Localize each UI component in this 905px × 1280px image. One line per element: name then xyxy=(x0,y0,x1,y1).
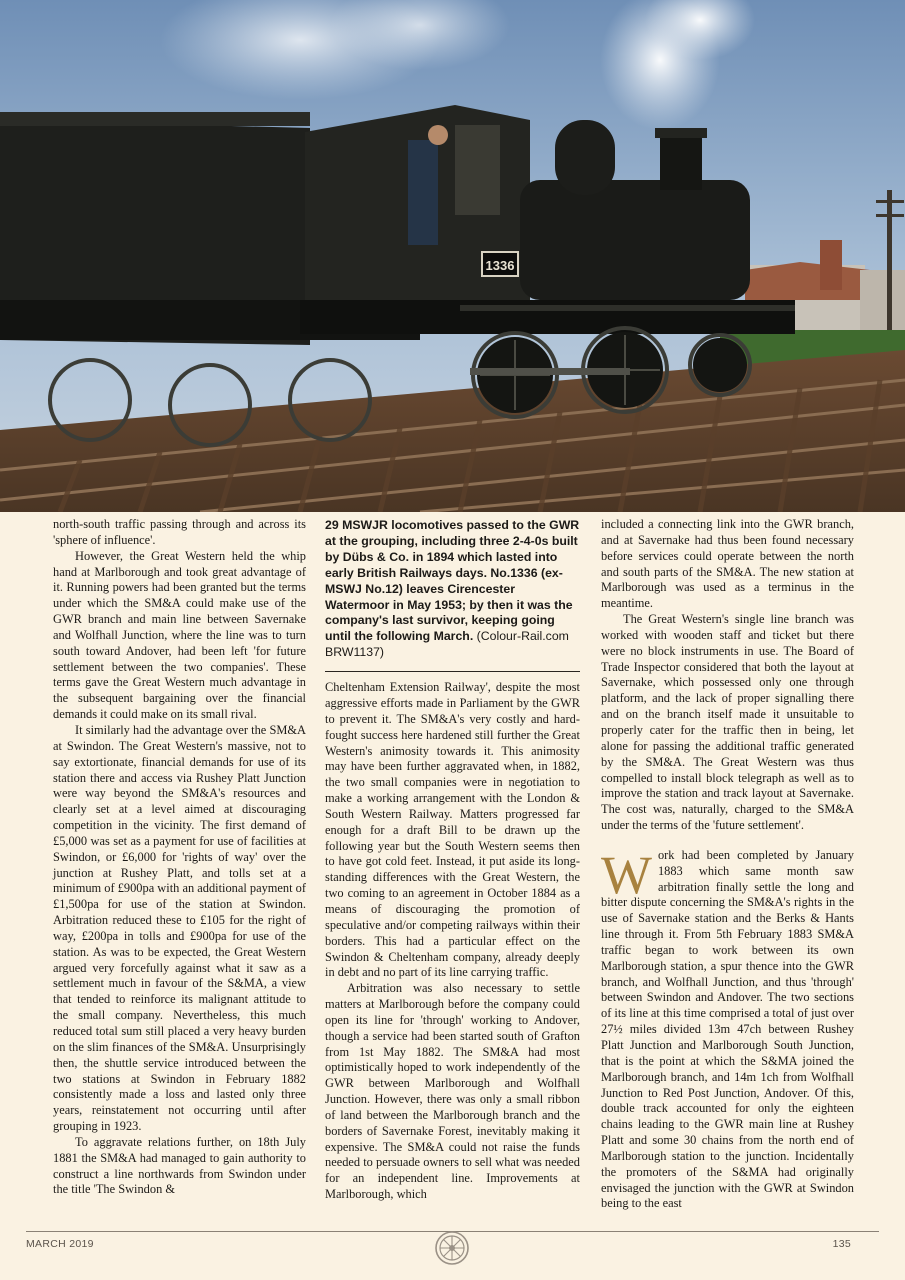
paragraph: The Great Western's single line branch was worked with wooden staff and ticket but there were no block instruments in use. The Board of Trade Inspector considered that both the layout at Savernake, which possessed only one through platform, and the lack of proper signalling there and on the branch itself made it unsuitable to properly cater for the traffic then in being, let alone for passing the additional traffic generated by the SM&A. The Great Western was thus compelled to install block telegraph as well as to improve the station and track layout at Savernake. The cost was, naturally, charged to the SM&A under the terms of the 'future settlement'. xyxy=(601,612,854,833)
drop-cap: W xyxy=(601,844,652,905)
dropcap-paragraph xyxy=(601,844,854,1212)
page-number: 135 xyxy=(832,1238,851,1250)
caption-divider xyxy=(325,671,580,672)
article-column-2 xyxy=(325,517,580,1203)
paragraph: north-south traffic passing through and across its 'sphere of influence'. xyxy=(53,517,306,547)
loco-number-plate: 1336 xyxy=(485,258,515,273)
paragraph-text: ork had been completed by January 1883 which same month saw arbitration finally settle the long and bitter dispute concerning the SM&A's rights in the use of Savernake station and the Berks & Hants line through it. From 5th February 1883 SM&A traffic began to work between its own Marlborough station, a spur thence into the GWR branch, and Wolfhall Junction, and thus 'through' between Swindon and Andover. The two sections of its line at this time comprised a total of just over 27½ miles divided 13m 47ch between Rushey Platt Junction and Marlborough South Junction, that is the point at which the S&MA joined the Marlborough branch, and 14m 1ch from Wolfhall Junction to Red Post Junction, Andover. Of this, double track accounted for only the eighteen chains leading to the GWR main line at Rushey Platt and some 30 chains from the north end of Marlborough station to the junction. Incidentally the promoters of the S&MA had originally envisaged the junction with the GWR at Swindon being to the east xyxy=(601,847,854,1211)
paragraph: Cheltenham Extension Railway', despite the most aggressive efforts made in Parliament by the GWR to prevent it. The SM&A's very costly and hard-fought success here hardened still further the Great Western's animosity towards it. This animosity may have been further aggravated when, in 1882, the two small companies were in negotiation to make a working arrangement with the London & South Western Railway. Matters progressed far enough for a draft Bill to be drawn up the following year but the South Western seems then to have got cold feet. Instead, it put aside its long-standing differences with the Great Western, the two coming to an agreement in October 1884 as a means of discouraging the promotion of speculative and/or competing railways within their borders. This had a particular effect on the Swindon & Cheltenham company, already deeply in debt and no part of its line carrying traffic. xyxy=(325,680,580,980)
photo-caption xyxy=(325,518,580,661)
locomotive-photo xyxy=(0,0,905,512)
paragraph: To aggravate relations further, on 18th July 1881 the SM&A had managed to gain authority to construct a line northwards from Swindon under the title 'The Swindon & xyxy=(53,1134,306,1197)
caption-text: 29 MSWJR locomotives passed to the GWR at the grouping, including three 2-4-0s built by Dübs & Co. in 1894 which lasted into early British Railways days. No.1336 (ex-MSWJ No.12) leaves Cirencester Watermoor in May 1953; by then it was the company's last survivor, keeping going until the following March. xyxy=(325,518,580,644)
article-column-1 xyxy=(53,517,306,1198)
paragraph: However, the Great Western held the whip hand at Marlborough and took great advantage of it. Running powers had been granted but the terms under which the SM&A could make use of the GWR branch and main line between Savernake and Wolfhall Junction, where the line was to turn south toward Andover, had been left 'for future settlement between the two companies'. These terms gave the Great Western much advantage in the subsequent bargaining over the financial demands it could make on its small rival. xyxy=(53,548,306,722)
wheel-logo-icon xyxy=(434,1230,470,1266)
issue-date: MARCH 2019 xyxy=(26,1238,94,1250)
photo-credit: (Colour-Rail.com BRW1137) xyxy=(325,629,569,660)
paragraph: Arbitration was also necessary to settle matters at Marlborough before the company could open its line for 'through' working to Andover, though a service had been started south of Grafton from 1st May 1882. The SM&A had most optimistically hoped to work independently of the GWR between Marlborough and Wolfhall Junction. However, there was only a small ribbon of land between the Marlborough branch and the borders of Savernake Forest, inevitably making it expensive. The SM&A could not raise the funds needed to persuade owners to sell what was needed for an independent line. Improvements at Marlborough, which xyxy=(325,981,580,1202)
paragraph: It similarly had the advantage over the SM&A at Swindon. The Great Western's massive, not to say extortionate, financial demands for use of its station there and access via Rushey Platt Junction were way beyond the SM&A's resources and clearly set at a level aimed at discouraging competition in the vicinity. The first demand of £5,000 was set as a payment for use of facilities at Swindon, or £6,000 for 'rights of way' over the junction at Rushey Platt, and tolls set at a minimum of £900pa with an additional payment of £1,500pa for use of the station at Swindon. Arbitration reduced these to £105 for the right of way, £200pa in tolls and £900pa for use of the station. As was to be expected, the Great Western argued very forcefully against what it saw as a settlement much in favour of the S&MA, a view that tended to reinforce its malignant attitude to the small company. Nevertheless, this much reduced total sum still placed a very heavy burden on the slim finances of the SM&A. Unsurprisingly then, the shuttle service introduced between the two stations at Swindon in February 1882 consistently made a loss and lasted only three years, reinstatement not occurring until after grouping in 1923. xyxy=(53,722,306,1134)
paragraph: included a connecting link into the GWR branch, and at Savernake had thus been found necessary before services could operate between the north and south parts of the SM&A. The new station at Marlborough was used as a terminus in the meantime. xyxy=(601,517,854,611)
article-column-3 xyxy=(601,517,854,1212)
steam-locomotive-photo xyxy=(0,0,905,512)
